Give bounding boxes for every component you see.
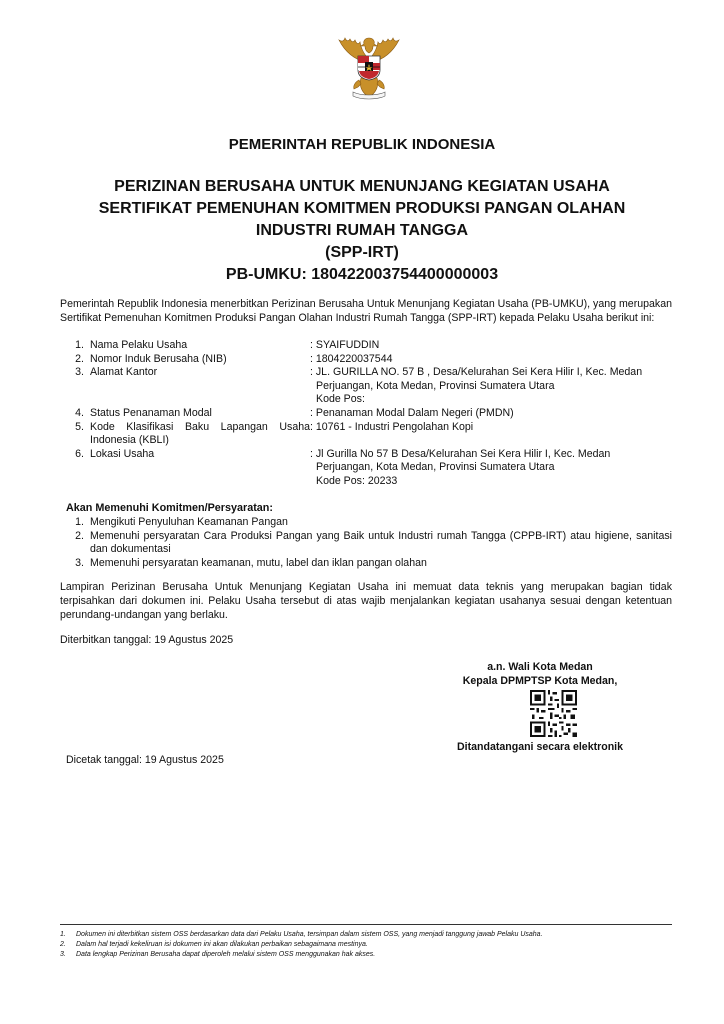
detail-value: : Penanaman Modal Dalam Negeri (PMDN): [310, 406, 514, 419]
document-title: [0, 176, 724, 286]
detail-value-line: : Jl Gurilla No 57 B Desa/Kelurahan Sei Kera Hilir I, Kec. Medan: [310, 447, 611, 460]
detail-row: [60, 353, 672, 367]
footnote-text: Data lengkap Perizinan Berusaha dapat diperoleh melalui sistem OSS menggunakan hak akses.: [76, 951, 376, 958]
detail-number: 6.: [75, 447, 84, 460]
detail-label: Alamat Kantor: [90, 366, 158, 379]
footnote-number: 3.: [60, 951, 66, 958]
commitment-text: Memenuhi persyaratan Cara Produksi Pangan yang Baik untuk Industri rumah Tangga (CPPB-IRT) atau higiene, sanitasi dan dokumentasi: [90, 529, 672, 556]
commitment-heading: Akan Memenuhi Komitmen/Persyaratan:: [66, 502, 273, 514]
commitment-number: 2.: [75, 529, 84, 542]
commitment-item: [60, 557, 672, 571]
electronic-signature-note: Ditandatangani secara elektronik: [456, 741, 624, 753]
detail-value-line: : JL. GURILLA NO. 57 B , Desa/Kelurahan Sei Kera Hilir I, Kec. Medan: [310, 366, 643, 379]
footnote: [60, 930, 672, 940]
detail-number: 3.: [75, 366, 84, 379]
detail-value-line: Kode Pos: 20233: [316, 474, 398, 487]
detail-label: Lokasi Usaha: [90, 447, 155, 460]
commitment-item: [60, 516, 672, 530]
footnote-number: 1.: [60, 931, 66, 938]
issued-date: Diterbitkan tanggal: 19 Agustus 2025: [60, 634, 234, 646]
footnote-number: 2.: [60, 941, 66, 948]
detail-label: Status Penanaman Modal: [90, 406, 212, 419]
detail-value: [310, 366, 672, 407]
commitment-number: 3.: [75, 556, 84, 569]
detail-number: 1.: [75, 339, 84, 351]
detail-value: : 10761 - Industri Pengolahan Kopi: [310, 420, 474, 433]
detail-value: : 1804220037544: [310, 352, 393, 365]
signature-line-1: a.n. Wali Kota Medan: [487, 661, 593, 673]
commitment-text: Mengikuti Penyuluhan Keamanan Pangan: [90, 516, 288, 528]
detail-row: [60, 339, 672, 353]
detail-label: Nomor Induk Berusaha (NIB): [90, 352, 227, 365]
title-line-3: INDUSTRI RUMAH TANGGA: [255, 222, 469, 239]
qr-code-icon: [530, 690, 577, 737]
title-line-2: SERTIFIKAT PEMENUHAN KOMITMEN PRODUKSI PANGAN OLAHAN: [98, 200, 626, 217]
detail-row: [60, 421, 672, 448]
appendix-paragraph: Lampiran Perizinan Berusaha Untuk Menunjang Kegiatan Usaha ini memuat data teknis yang merupakan bagian tidak terpisahkan dari dokumen ini. Pelaku Usaha tersebut di atas wajib menjalankan kegiatan usahanya sesuai dengan ketentuan perundang-undangan yang berlaku.: [60, 581, 672, 621]
government-heading: PEMERINTAH REPUBLIK INDONESIA: [228, 136, 496, 153]
detail-label-line: Kode Klasifikasi Baku Lapangan Usaha: [90, 420, 310, 433]
title-line-1: PERIZINAN BERUSAHA UNTUK MENUNJANG KEGIATAN USAHA: [114, 178, 610, 195]
footnote: [60, 940, 672, 950]
commitment-number: 1.: [75, 516, 84, 528]
detail-value-line: Perjuangan, Kota Medan, Provinsi Sumatera Utara: [316, 461, 555, 474]
footnotes: [60, 930, 672, 960]
footnote: [60, 950, 672, 960]
signature-line-2: Kepala DPMPTSP Kota Medan,: [462, 675, 618, 687]
footnote-text: Dalam hal terjadi kekeliruan isi dokumen ini akan dilakukan perbaikan sebagaimana mestinya.: [76, 941, 368, 948]
detail-label: Nama Pelaku Usaha: [90, 339, 188, 351]
detail-value-line: Perjuangan, Kota Medan, Provinsi Sumatera Utara: [316, 379, 555, 392]
detail-value-line: Kode Pos:: [316, 393, 365, 406]
signature-block: [440, 660, 640, 688]
detail-row: [60, 366, 672, 407]
pb-umku-number: PB-UMKU: 180422003754400000003: [225, 266, 499, 283]
detail-number: 4.: [75, 406, 84, 419]
detail-number: 2.: [75, 352, 84, 365]
detail-row: [60, 448, 672, 489]
detail-number: 5.: [75, 420, 84, 433]
footnote-text: Dokumen ini diterbitkan sistem OSS berdasarkan data dari Pelaku Usaha, tersimpan dalam sistem OSS, yang menjadi tanggung jawab Pelaku Usaha.: [76, 931, 543, 938]
footer-divider: [60, 924, 672, 925]
detail-label-line: Indonesia (KBLI): [90, 434, 169, 447]
commitment-text: Memenuhi persyaratan keamanan, mutu, label dan iklan pangan olahan: [90, 556, 427, 569]
detail-label: [90, 421, 310, 448]
commitment-list: [60, 516, 672, 570]
printed-date: Dicetak tanggal: 19 Agustus 2025: [66, 754, 224, 766]
title-line-4: (SPP-IRT): [325, 244, 399, 261]
business-details-list: [60, 339, 672, 489]
intro-paragraph: Pemerintah Republik Indonesia menerbitkan Perizinan Berusaha Untuk Menunjang Kegiatan Usaha (PB-UMKU), yang merupakan Sertifikat Pemenuhan Komitmen Produksi Pangan Olahan Industri Rumah Tangga (SPP-IRT) kepada Pelaku Usaha berikut ini:: [60, 298, 672, 324]
detail-value: [310, 448, 672, 489]
detail-value: : SYAIFUDDIN: [310, 339, 380, 351]
detail-row: [60, 407, 672, 421]
garuda-emblem-icon: [333, 32, 405, 102]
commitment-item: [60, 530, 672, 557]
